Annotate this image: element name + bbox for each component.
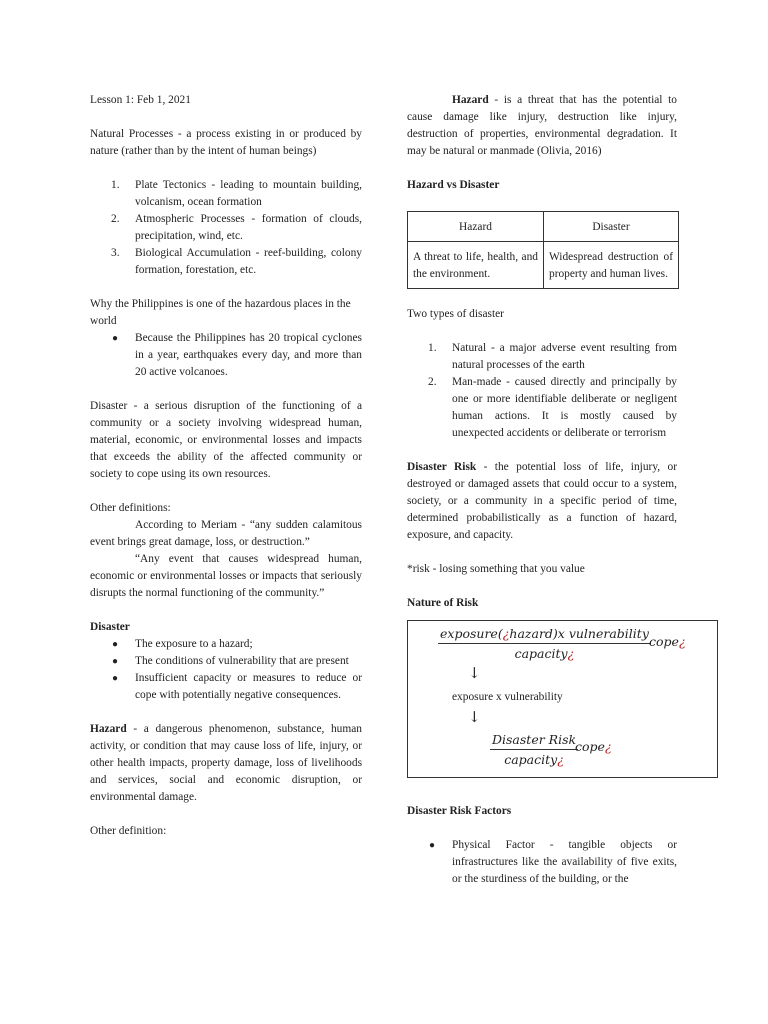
down-arrow-icon: ↓ xyxy=(468,708,481,726)
nature-of-risk-formula-box xyxy=(407,620,718,778)
table-header-row xyxy=(408,212,679,242)
disaster-types-list xyxy=(407,340,677,442)
fraction-numerator: exposure(¿hazard)x vulnerability xyxy=(438,625,651,644)
list-item: 1. Natural - a major adverse event resulting from natural processes of the earth xyxy=(428,342,677,371)
natural-processes-definition: Natural Processes - a process existing in or produced by nature (rather than by the intent of human beings) xyxy=(90,128,362,157)
left-column xyxy=(90,92,362,840)
table-header: Disaster xyxy=(544,212,679,242)
hazard-definition: Hazard - a dangerous phenomenon, substance, human activity, or condition that may cause loss of life, injury, or other health impacts, property damage, loss of livelihoods and services, social and economic disruption, or environmental damage. xyxy=(90,723,362,803)
cope-term: cope¿ xyxy=(649,634,686,649)
list-item: ● The conditions of vulnerability that are present xyxy=(90,653,362,670)
fraction-denominator: capacity¿ xyxy=(514,646,575,661)
cope-term: cope¿ xyxy=(575,739,612,754)
hazard-vs-disaster-table xyxy=(407,211,679,289)
list-item: ● Insufficient capacity or measures to reduce or cope with potentially negative consequences. xyxy=(90,670,362,704)
list-item: 2. Man-made - caused directly and principally by one or more identifiable deliberate or negligent human actions. It is mostly caused by unexpected accidents or deliberate or terrorism xyxy=(428,376,677,439)
list-item: ● Physical Factor - tangible objects or infrastructures like the availability of five exits, or the sturdiness of the building, or the xyxy=(407,837,677,888)
table-row xyxy=(408,242,679,289)
list-item: 2. Atmospheric Processes - formation of clouds, precipitation, wind, etc. xyxy=(111,213,362,242)
list-item: ● Because the Philippines has 20 tropical cyclones in a year, earthquakes every day, and more than 20 active volcanoes. xyxy=(90,330,362,381)
disaster-risk-definition: Disaster Risk - the potential loss of life, injury, or destroyed or damaged assets that could occur to a system, society, or a community in a specific period of time, determined probabilistically as a function of hazard, exposure, and capacity. xyxy=(407,461,678,541)
hazard-definition-right: Hazard - is a threat that has the potential to cause damage like injury, destruction like injury, destruction of properties, environmental degradation. It may be natural or manmade (Olivia, 2016) xyxy=(407,94,677,157)
right-column xyxy=(407,92,686,888)
down-arrow-icon: ↓ xyxy=(468,664,481,682)
table-cell: Widespread destruction of property and human lives. xyxy=(544,242,679,289)
disaster-bullet-list xyxy=(90,636,362,704)
hazard-vs-disaster-heading: Hazard vs Disaster xyxy=(407,179,500,191)
list-item: ● The exposure to a hazard; xyxy=(90,636,362,653)
exposure-vulnerability-text: exposure x vulnerability xyxy=(452,691,563,703)
why-bullet-list xyxy=(90,330,362,381)
disaster-heading: Disaster xyxy=(90,621,130,633)
list-item: 3. Biological Accumulation - reef-building, colony formation, forestation, etc. xyxy=(111,247,362,276)
risk-fraction-bottom xyxy=(490,731,578,768)
lesson-title: Lesson 1: Feb 1, 2021 xyxy=(90,94,191,106)
nature-of-risk-heading: Nature of Risk xyxy=(407,597,479,609)
meriam-quote: According to Meriam - “any sudden calamitous event brings great damage, loss, or destruction.” xyxy=(90,519,362,548)
list-item: 1. Plate Tectonics - leading to mountain building, volcanism, ocean formation xyxy=(111,179,362,208)
any-event-quote: “Any event that causes widespread human, economic or environmental losses or impacts that seriously disrupts the normal functioning of the community.” xyxy=(90,553,362,599)
risk-note: *risk - losing something that you value xyxy=(407,563,585,575)
two-types-label: Two types of disaster xyxy=(407,308,504,320)
risk-factors-list xyxy=(407,837,677,888)
other-definition-label: Other definition: xyxy=(90,825,167,837)
fraction-denominator: capacity¿ xyxy=(504,752,564,767)
other-definitions-label: Other definitions: xyxy=(90,502,171,514)
disaster-risk-factors-heading: Disaster Risk Factors xyxy=(407,805,512,817)
process-list xyxy=(90,177,362,279)
disaster-definition: Disaster - a serious disruption of the functioning of a community or a society involving widespread human, material, economic, or environmental losses and impacts that exceeds the ability of the affected community or society to cope using its own resources. xyxy=(90,400,362,480)
why-philippines-heading: Why the Philippines is one of the hazardous places in the world xyxy=(90,298,351,327)
fraction-numerator: Disaster Risk xyxy=(490,731,578,750)
risk-fraction-top xyxy=(438,625,651,662)
table-header: Hazard xyxy=(408,212,544,242)
table-cell: A threat to life, health, and the environment. xyxy=(408,242,544,289)
